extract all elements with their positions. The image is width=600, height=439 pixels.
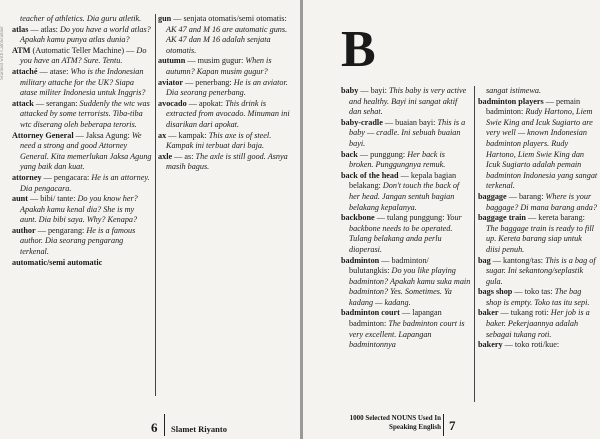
dictionary-entry — [478, 192, 598, 213]
entry-translation: — senjata otomatis/semi otomatis: — [171, 14, 287, 23]
entry-example: Do you have an ATM? Sure. Tentu. — [20, 45, 147, 66]
entry-example: Do you have a world atlas? Apakah kamu punya atlas dunia? — [20, 24, 151, 45]
entry-headword: baby-cradle — [341, 117, 383, 127]
dictionary-entry — [158, 14, 292, 56]
footer-title-line1: 1000 Selected NOUNS Used In — [349, 414, 441, 422]
entry-headword: avocado — [158, 98, 187, 108]
entry-translation: — Jaksa Agung: — [73, 130, 132, 140]
entry-headword: back — [341, 149, 358, 159]
entry-translation: — penerbang: — [183, 77, 234, 87]
entry-headword: atlas — [12, 24, 29, 34]
entry-headword: badminton players — [478, 96, 544, 106]
dictionary-entry — [12, 173, 152, 194]
dictionary-entry — [478, 340, 598, 351]
scanner-watermark: Scanned with CamScanner — [0, 26, 5, 80]
entry-translation: — bayi: — [358, 86, 389, 95]
entry-headword: bags shop — [478, 287, 513, 297]
dictionary-entry — [158, 56, 292, 77]
entry-translation: — lapangan badminton: — [349, 308, 442, 329]
footer-title-line2: Speaking English — [389, 423, 441, 431]
entry-example: This is a bag of sugar. Ini sekantong/seplastik gula. — [486, 255, 596, 286]
entry-headword: baggage train — [478, 213, 526, 223]
entry-headword: author — [12, 225, 36, 235]
footer-divider-left — [164, 414, 165, 436]
dictionary-entry — [12, 226, 152, 258]
entry-example: The baggage train is ready to fill up. Kereta barang siap untuk diisi penuh. — [486, 223, 594, 254]
entry-translation: — apokat: — [186, 98, 226, 108]
dictionary-entry — [341, 256, 471, 309]
entry-translation: — serangan: — [33, 98, 80, 108]
entry-example: This is a baby — cradle. Ini sebuah buaian bayi. — [349, 117, 466, 148]
entry-translation: — as: — [172, 151, 196, 161]
entry-translation: — pemain badminton: — [486, 96, 581, 117]
entry-translation: — barang: — [506, 191, 546, 201]
entry-example: Do you like playing badminton? Apakah kamu suka main badminton? Yes. Sometimes. Ya kadang — kadang. — [349, 266, 471, 307]
entry-example: Where is your baggage? Di mana barang anda? — [486, 191, 597, 212]
footer-author: Slamet Riyanto — [171, 424, 227, 434]
footer-book-title — [317, 414, 441, 432]
entry-example: The bag shop is empty. Toko tas itu sepi. — [486, 287, 590, 307]
entry-headword: axle — [158, 151, 173, 161]
dictionary-entry — [12, 67, 152, 99]
dictionary-entry — [158, 78, 292, 99]
entry-translation: — toko tas: — [512, 287, 555, 297]
entry-headword: autumn — [158, 56, 186, 66]
entry-headword: automatic/semi automatic — [12, 257, 103, 267]
dictionary-entry — [341, 171, 471, 213]
right-column-1 — [341, 86, 471, 351]
dictionary-entry — [12, 99, 152, 131]
entry-translation: — musim gugur: — [185, 56, 246, 66]
dictionary-entry — [12, 131, 152, 173]
dictionary-entry — [158, 131, 292, 152]
dictionary-entry — [341, 308, 471, 350]
entry-translation: — buaian bayi: — [382, 117, 438, 127]
dictionary-entry — [158, 99, 292, 131]
entry-example: Her job is a baker. Pekerjaannya adalah sebagai tukang roti. — [486, 308, 590, 339]
entry-headword: attorney — [12, 172, 42, 182]
dictionary-entry — [12, 258, 152, 269]
page-number-right: 7 — [449, 418, 456, 433]
dictionary-entry — [12, 46, 152, 67]
dictionary-entry — [478, 97, 598, 192]
entry-headword: baggage — [478, 191, 507, 201]
dictionary-entry — [341, 118, 471, 150]
entry-example: This drink is extracted from avocado. Minuman ini disarikan dari apokat. — [166, 98, 290, 129]
entry-example: AK 47 and M 16 are automatic guns. AK 47 dan M 16 adalah senjata otomatis. — [166, 24, 288, 55]
entry-example: Your backbone needs to be operated. Tulang belakang anda perlu dioperasi. — [349, 213, 462, 254]
entry-headword: ATM — [12, 45, 31, 55]
entry-translation: — atlas: — [28, 24, 60, 34]
entry-headword: bakery — [478, 340, 503, 350]
left-column-2 — [158, 14, 292, 173]
entry-example: When is autumn? Kapan musim gugur? — [166, 56, 272, 76]
entry-translation: — kampak: — [166, 130, 209, 140]
dictionary-entry — [478, 308, 598, 340]
dictionary-entry — [478, 256, 598, 288]
entry-example: teacher of athletics. Dia guru atletik. — [20, 14, 142, 23]
entry-example: The axle is still good. Asnya masih bagus. — [166, 151, 288, 172]
entry-headword: gun — [158, 14, 172, 23]
entry-example: Her back is broken. Punggungnya remuk. — [349, 149, 446, 170]
entry-translation: — bibi/ tante: — [27, 194, 78, 204]
dictionary-entry — [158, 152, 292, 173]
entry-translation: — tulang punggung: — [374, 213, 447, 223]
dictionary-entry — [341, 150, 471, 171]
entry-headword: bag — [478, 255, 491, 265]
entry-example: The badminton court is very excellent. Lapangan badmintonnya — [349, 319, 465, 350]
dictionary-entry — [341, 86, 471, 118]
entry-example: He is an aviator. Dia seorang penerbang. — [166, 77, 288, 98]
entry-example: We need a strong and good Attorney General. Kita memerlukan Jaksa Agung yang baik dan kuat. — [20, 130, 152, 172]
entry-translation: — pengarang: — [35, 225, 87, 235]
entry-headword: baker — [478, 308, 499, 318]
dictionary-entry — [478, 213, 598, 255]
left-column-1 — [12, 14, 152, 268]
entry-example: Don't touch the back of her head. Jangan sentuh bagian belakang kepalanya. — [349, 181, 460, 212]
entry-headword: back of the head — [341, 170, 399, 180]
entry-headword: attaché — [12, 66, 38, 76]
entry-headword: badminton — [341, 255, 380, 265]
entry-translation: — punggung: — [357, 149, 408, 159]
entry-example: He is a famous author. Dia seorang pengarang terkenal. — [20, 225, 136, 257]
entry-headword: backbone — [341, 213, 375, 223]
entry-translation: (Automatic Teller Machine) — — [30, 45, 137, 55]
entry-example: Rudy Hartono, Liem Swie King and Icuk Sugiarto are very well — known Indonesian badminton players. Rudy Hartono, Liem Swie King dan Icuk Sugiarto adalah pemain badminton Indonesia yang sangat terkenal. — [486, 107, 598, 191]
entry-example: sangat istimewa. — [486, 86, 542, 95]
entry-example: Suddenly the wtc was attacked by some terrorists. Tiba-tiba wtc diserang oleh beberapa teroris. — [20, 98, 150, 129]
entry-translation: — kereta barang: — [526, 213, 585, 223]
right-column-2 — [478, 86, 598, 351]
entry-translation: — tukang roti: — [498, 308, 551, 318]
entry-example: He is an attorney. Dia pengacara. — [20, 172, 150, 193]
dictionary-entry — [12, 194, 152, 226]
dictionary-entry — [478, 287, 598, 308]
dictionary-entry — [478, 86, 598, 97]
entry-headword: Attorney General — [12, 130, 74, 140]
entry-translation: — toko roti/kue: — [502, 340, 560, 350]
entry-translation: — pengacara: — [41, 172, 92, 182]
entry-headword: baby — [341, 86, 359, 95]
entry-example: Do you know her? Apakah kamu kenal dia? She is my aunt. Dia bibi saya. Why? Kenapa? — [20, 194, 138, 225]
column-divider-left — [155, 14, 156, 396]
entry-translation: — atase: — [37, 66, 71, 76]
entry-headword: aunt — [12, 194, 28, 204]
entry-headword: ax — [158, 130, 167, 140]
dictionary-entry — [12, 14, 152, 25]
entry-translation: — kantong/tas: — [490, 255, 546, 265]
dictionary-entry — [12, 25, 152, 46]
entry-headword: aviator — [158, 77, 184, 87]
entry-headword: attack — [12, 98, 34, 108]
entry-translation: — kepala bagian belakang: — [349, 170, 457, 191]
entry-example: This axe is of steel. Kampak ini terbuat dari baja. — [166, 130, 272, 151]
entry-example: This baby is very active and healthy. Bayi ini sangat aktif dan sehat. — [349, 86, 467, 117]
dictionary-entry — [341, 213, 471, 255]
column-divider-right — [474, 86, 475, 402]
entry-headword: badminton court — [341, 308, 400, 318]
section-letter: B — [341, 21, 376, 78]
entry-example: Who is the Indonesian military attache for the UK? Siapa atase militer Indonesia untuk Inggris? — [20, 66, 146, 98]
entry-translation: — badminton/ bulutangkis: — [349, 255, 429, 276]
page-number-left: 6 — [151, 420, 158, 435]
footer-divider-right — [443, 414, 444, 436]
